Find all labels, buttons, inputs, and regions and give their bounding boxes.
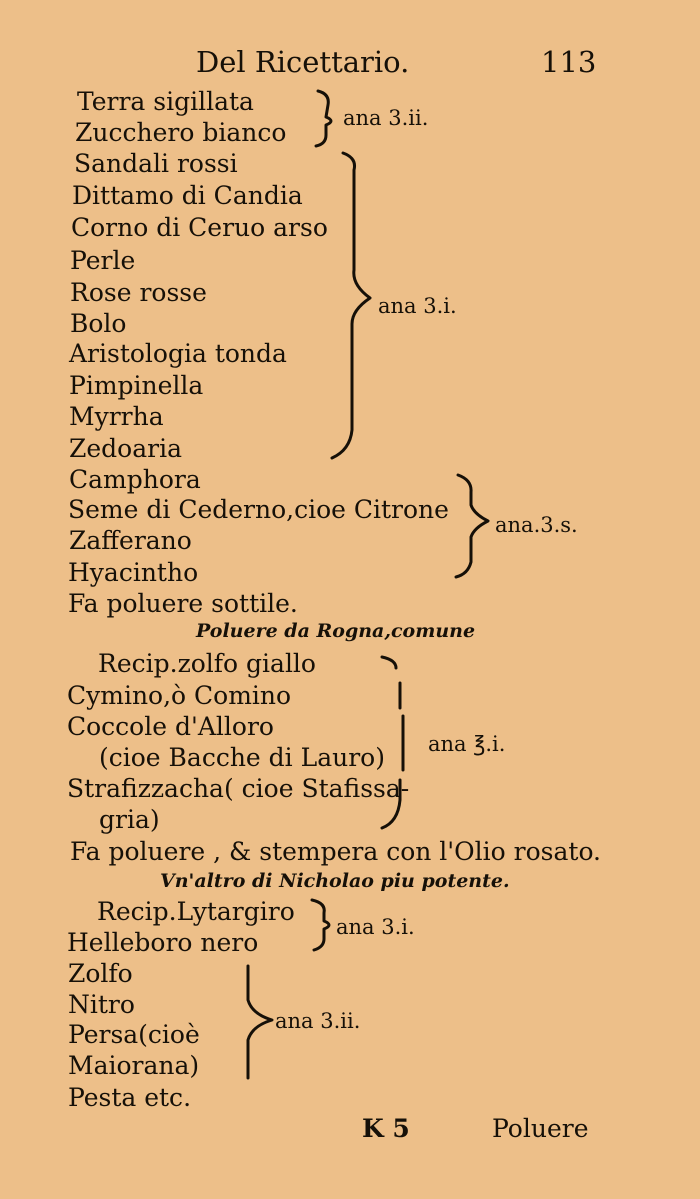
ingredient-line: Pimpinella [69, 371, 204, 400]
ingredient-line: Camphora [69, 465, 201, 494]
quantity-label: ana 3.i. [378, 294, 457, 318]
ingredient-line: Corno di Ceruo arso [71, 213, 328, 242]
ingredient-line: Maiorana) [68, 1051, 200, 1080]
ingredient-line: Recip.Lytargiro [97, 897, 295, 926]
quantity-label: ana 3.i. [336, 915, 415, 939]
ingredient-line: Zucchero bianco [75, 118, 287, 147]
ingredient-line: Helleboro nero [67, 928, 259, 957]
catchword: Poluere [492, 1114, 589, 1143]
signature-mark: K 5 [362, 1114, 410, 1143]
quantity-label: ana 3.ii. [275, 1009, 361, 1033]
ingredient-line: Perle [70, 246, 136, 275]
ingredient-line: gria) [99, 805, 160, 834]
ingredient-line: Terra sigillata [77, 87, 254, 116]
brace-recipe3-group1 [312, 900, 329, 950]
brace-recipe1-group3 [456, 475, 488, 577]
ingredient-line: Zafferano [69, 526, 192, 555]
brace-recipe1-group2 [332, 153, 370, 458]
brace-recipe1-group1 [316, 91, 331, 146]
ingredient-line: Hyacintho [68, 558, 199, 587]
recipe-title: Poluere da Rogna,comune [196, 620, 476, 642]
ingredient-line: Aristologia tonda [69, 339, 287, 368]
ingredient-line: Bolo [70, 309, 127, 338]
ingredient-line: Nitro [68, 990, 135, 1019]
ingredient-line: Dittamo di Candia [72, 181, 303, 210]
ingredient-line: Rose rosse [70, 278, 207, 307]
ingredient-line: (cioe Bacche di Lauro) [99, 743, 385, 772]
recipe-title: Vn'altro di Nicholao piu potente. [160, 870, 510, 892]
instruction-line: Pesta etc. [68, 1083, 192, 1112]
ingredient-line: Seme di Cederno,cioe Citrone [68, 495, 449, 524]
ingredient-line: Cymino,ò Comino [67, 681, 292, 710]
ingredient-line: Zedoaria [69, 434, 182, 463]
brace-recipe3-group2 [248, 966, 272, 1078]
ingredient-line: Coccole d'Alloro [67, 712, 274, 741]
ingredient-line: Sandali rossi [74, 149, 238, 178]
instruction-line: Fa poluere sottile. [68, 589, 298, 618]
quantity-label: ana.3.s. [495, 513, 578, 537]
ingredient-line: Recip.zolfo giallo [98, 649, 316, 678]
quantity-label: ana 3.ii. [343, 106, 429, 130]
ingredient-line: Myrrha [69, 402, 164, 431]
ingredient-line: Strafizzacha( cioe Stafissa- [67, 774, 410, 803]
instruction-line: Fa poluere , & stempera con l'Olio rosato. [70, 837, 602, 866]
running-title: Del Ricettario. [196, 45, 410, 79]
page-number: 113 [541, 45, 597, 79]
ingredient-line: Persa(cioè [68, 1020, 200, 1049]
quantity-label: ana ℥.i. [428, 732, 506, 756]
ingredient-line: Zolfo [68, 959, 133, 988]
